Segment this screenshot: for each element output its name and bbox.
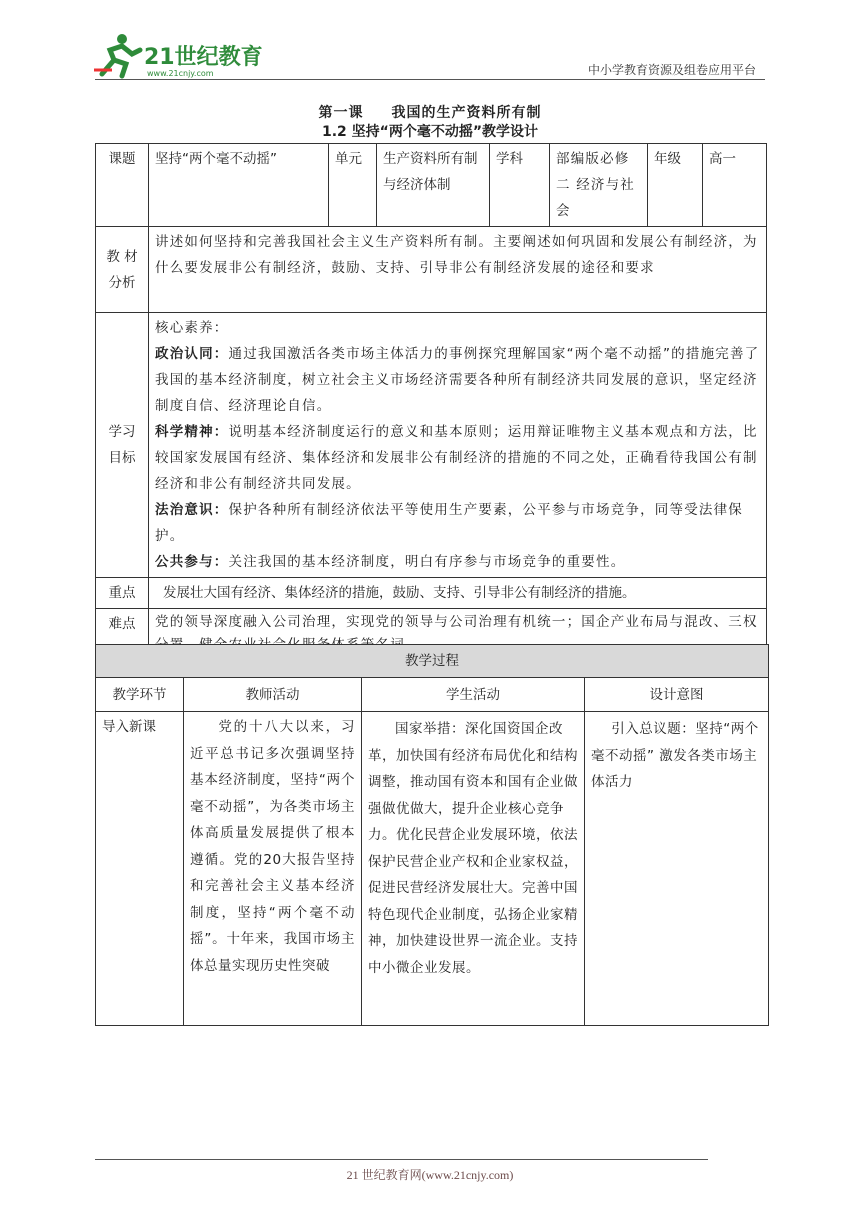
column-header-teacher: 教师活动	[184, 678, 362, 712]
goal-item: 公共参与：关注我国的基本经济制度，明白有序参与市场竞争的重要性。	[155, 554, 626, 570]
goal-item: 科学精神：说明基本经济制度运行的意义和基本原则；运用辩证唯物主义基本观点和方法，比较国家发展国有经济、集体经济和发展非公有制经济的措施的不同之处，正确看待我国公有制经济和非公有制经济共同发展。	[155, 424, 758, 492]
process-header: 教学过程	[96, 645, 769, 678]
material-text: 讲述如何坚持和完善我国社会主义生产资料所有制。主要阐述如何巩固和发展公有制经济，为什么要发展非公有制经济，鼓励、支持、引导非公有制经济发展的途径和要求	[149, 227, 767, 313]
grade-label: 年级	[648, 144, 703, 227]
runner-icon	[94, 34, 140, 76]
key-point-text: 发展壮大国有经济、集体经济的措施，鼓励、支持、引导非公有制经济的措施。	[149, 578, 767, 609]
student-activity-cell: 国家举措：深化国资国企改革，加快国有经济布局优化和结构调整，推动国有资本和国有企业做强做优做大，提升企业核心竞争力。优化民营企业发展环境，依法保护民营企业产权和企业家权益，促进民营经济发展壮大。完善中国特色现代企业制度，弘扬企业家精神，加快建设世界一流企业。支持中小微企业发展。	[362, 712, 585, 1026]
column-header-intent: 设计意图	[585, 678, 769, 712]
unit-value: 生产资料所有制与经济体制	[377, 144, 490, 227]
svg-text:21世纪教育: 21世纪教育	[144, 45, 262, 70]
goals-content	[149, 313, 767, 578]
design-intent-cell: 引入总议题：坚持“两个毫不动摇” 激发各类市场主体活力	[585, 712, 769, 1026]
header-divider	[95, 79, 765, 80]
footer-text: 21 世纪教育网(www.21cnjy.com)	[346, 1168, 514, 1182]
stage-cell: 导入新课	[96, 712, 184, 1026]
svg-text:www.21cnjy.com: www.21cnjy.com	[147, 69, 214, 78]
site-logo	[92, 30, 262, 80]
goal-item: 法治意识：保护各种所有制经济依法平等使用生产要素，公平参与市场竞争，同等受法律保护。	[155, 502, 743, 544]
unit-label: 单元	[329, 144, 377, 227]
goal-item: 政治认同：通过我国激活各类市场主体活力的事例探究理解国家“两个毫不动摇”的措施完善了我国的基本经济制度，树立社会主义市场经济需要各种所有制经济共同发展的意识，坚定经济制度自信、经济理论自信。	[155, 346, 760, 414]
platform-name: 中小学教育资源及组卷应用平台	[587, 63, 756, 77]
goals-intro: 核心素养：	[155, 320, 229, 336]
topic-value: 坚持“两个毫不动摇”	[149, 144, 329, 227]
subject-value: 部编版必修二 经济与社会	[550, 144, 648, 227]
column-header-stage: 教学环节	[96, 678, 184, 712]
goals-label: 学习 目标	[96, 313, 149, 578]
difficulty-text: 党的领导深度融入公司治理，实现党的领导与公司治理有机统一；国企产业布局与混改、三权	[149, 609, 767, 660]
difficulty-label: 难点	[96, 609, 149, 660]
info-table	[95, 143, 767, 660]
table-row	[96, 712, 769, 1026]
topic-label: 课题	[96, 144, 149, 227]
column-header-student: 学生活动	[362, 678, 585, 712]
lesson-title: 第一课 我国的生产资料所有制	[318, 105, 542, 121]
process-table	[95, 644, 769, 1026]
footer-divider	[95, 1159, 708, 1160]
grade-value: 高一	[703, 144, 767, 227]
material-label: 教 材 分析	[96, 227, 149, 313]
subject-label: 学科	[490, 144, 550, 227]
teacher-activity-cell: 党的十八大以来，习近平总书记多次强调坚持基本经济制度，坚持“两个毫不动摇”，为各类市场主体高质量发展提供了根本遵循。党的20大报告坚持和完善社会主义基本经济制度，坚持“两个毫不动摇”。十年来，我国市场主体总量实现历史性突破	[184, 712, 362, 1026]
key-point-label: 重点	[96, 578, 149, 609]
design-title: 1.2 坚持“两个毫不动摇”教学设计	[321, 124, 539, 140]
